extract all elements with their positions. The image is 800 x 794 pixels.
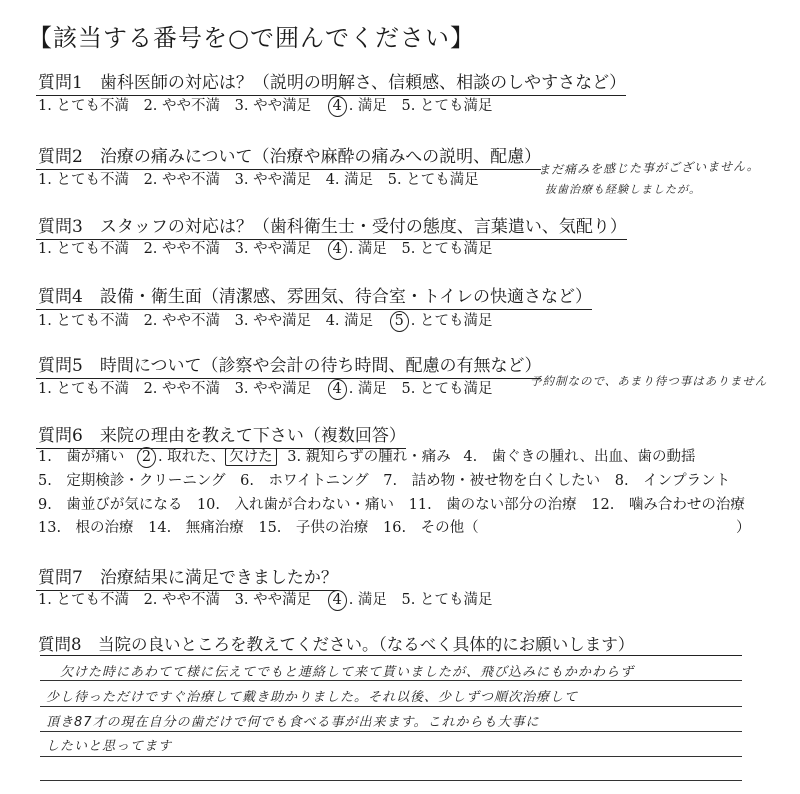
question-2-heading [38,142,541,167]
reason-10[interactable]: 10. 入れ歯が合わない・痛い [196,497,395,513]
q8-answer-line-1: 欠けた時にあわてて様に伝えてでもと連絡して来て貰いましたが、飛び込みにもかかわらず [60,665,635,680]
option-5[interactable]: 5 . とても満足 [388,309,493,332]
selected-circle: 5 [390,311,409,332]
reason-1[interactable]: 1. 歯が痛い [38,449,125,465]
reason-12[interactable]: 12. 噛み合わせの治療 [591,497,745,513]
selected-circle: 4 [328,239,347,260]
selected-circle: 4 [328,379,347,400]
option-1[interactable]: 1. とても不満 [38,381,129,397]
q8-answer-line-3: 頂き87才の現在自分の歯だけで何でも食べる事が出来ます。これからも大事に [46,715,540,730]
page-title: 【該当する番号を○で囲んでください】 [28,24,475,52]
reason-9[interactable]: 9. 歯並びが気になる [38,497,183,513]
question-5-text: 質問5 時間について（診察や会計の待ち時間、配慮の有無など） [38,356,542,376]
reason-13[interactable]: 13. 根の治療 [38,520,134,536]
answer-line-1 [40,680,742,681]
question-6-text: 質問6 来院の理由を教えて下さい（複数回答） [38,426,406,446]
handwritten-box-kaketa: 欠けた [225,448,277,466]
reason-6[interactable]: 6. ホワイトニング [240,473,369,489]
selected-circle[interactable]: 2 [137,447,156,468]
question-2-options [38,168,489,189]
option-2[interactable]: 2. やや不満 [143,592,221,608]
question-4-heading [38,282,592,307]
option-4[interactable]: 4 . 満足 [326,588,387,611]
option-5[interactable]: 5. とても満足 [401,241,493,257]
option-1[interactable]: 1. とても不満 [38,98,129,114]
question-2-text: 質問2 治療の痛みについて（治療や麻酔の痛みへの説明、配慮） [38,147,542,167]
option-2[interactable]: 2. やや不満 [143,98,221,114]
option-1[interactable]: 1. とても不満 [38,241,129,257]
option-2[interactable]: 2. やや不満 [143,241,221,257]
option-4[interactable]: 4. 満足 [325,172,374,188]
reason-3[interactable]: 3. 親知らずの腫れ・痛み [287,449,451,465]
option-4[interactable]: 4 . 満足 [326,377,387,400]
q2-handwritten-comment-1: まだ痛みを感じた事がございません。 [537,159,760,177]
question-6-heading [38,421,406,446]
question-8-heading [38,631,634,655]
option-1[interactable]: 1. とても不満 [38,313,129,329]
question-5-heading [38,351,541,376]
question-7-heading [38,563,338,588]
question-6-row-1 [38,445,696,468]
reason-8[interactable]: 8. インプラント [614,473,731,489]
reason-11[interactable]: 11. 歯のない部分の治療 [408,497,577,513]
option-5[interactable]: 5. とても満足 [401,98,493,114]
question-4-options [38,309,502,332]
question-1-options [38,94,502,117]
option-1[interactable]: 1. とても不満 [38,592,129,608]
reason-16-other[interactable]: 16. その他（ [383,520,479,536]
selected-circle: 4 [328,96,347,117]
answer-line-2 [40,706,742,707]
reason-7[interactable]: 7. 詰め物・被せ物を白くしたい [383,473,601,489]
option-3[interactable]: 3. やや満足 [234,313,312,329]
option-2[interactable]: 2. やや不満 [143,313,221,329]
answer-box-top [40,655,742,656]
option-1[interactable]: 1. とても不満 [38,172,129,188]
question-6-row-2 [38,469,730,490]
q8-answer-line-2: 少し待っただけですぐ治療して戴き助かりました。それ以後、少しずつ順次治療して [46,690,579,705]
question-3-options [38,237,502,260]
option-4[interactable]: 4 . 満足 [326,237,387,260]
question-7-options [38,588,502,611]
option-3[interactable]: 3. やや満足 [234,241,312,257]
option-4[interactable]: 4. 満足 [325,313,374,329]
reason-2[interactable]: . 取れた、 [157,449,226,465]
reason-14[interactable]: 14. 無痛治療 [148,520,244,536]
question-1-heading [38,68,626,93]
option-2[interactable]: 2. やや不満 [143,381,221,397]
option-5[interactable]: 5. とても満足 [401,381,493,397]
option-5[interactable]: 5. とても満足 [401,592,493,608]
question-3-text: 質問3 スタッフの対応は？（歯科衛生士・受付の態度、言葉遣い、気配り） [38,217,627,237]
option-3[interactable]: 3. やや満足 [234,381,312,397]
question-6-row-3 [38,493,745,514]
answer-line-5 [40,780,742,781]
selected-circle: 4 [328,590,347,611]
other-close-paren: ） [736,520,751,536]
option-4[interactable]: 4 . 満足 [326,94,387,117]
question-7-text: 質問7 治療結果に満足できましたか？ [38,568,338,588]
answer-line-3 [40,731,742,732]
reason-5[interactable]: 5. 定期検診・クリーニング [38,473,226,489]
question-3-heading [38,212,627,237]
reason-4[interactable]: 4. 歯ぐきの腫れ、出血、歯の動揺 [463,449,696,465]
question-5-options [38,377,502,400]
q8-answer-line-4: したいと思ってます [46,739,173,754]
question-8-text: 質問8 当院の良いところを教えてください。（なるべく具体的にお願いします） [38,635,635,654]
reason-15[interactable]: 15. 子供の治療 [258,520,369,536]
option-3[interactable]: 3. やや満足 [234,592,312,608]
question-4-text: 質問4 設備・衛生面（清潔感、雰囲気、待合室・トイレの快適さなど） [38,287,592,307]
question-1-text: 質問1 歯科医師の対応は？（説明の明解さ、信頼感、相談のしやすさなど） [38,73,627,93]
answer-line-4 [40,756,742,757]
option-3[interactable]: 3. やや満足 [234,172,312,188]
option-2[interactable]: 2. やや不満 [143,172,221,188]
question-6-row-4 [38,516,751,537]
option-3[interactable]: 3. やや満足 [234,98,312,114]
q5-handwritten-comment: 予約制なので、あまり待つ事はありません [530,374,768,388]
option-5[interactable]: 5. とても満足 [387,172,479,188]
q2-handwritten-comment-2: 抜歯治療も経験しましたが。 [545,183,701,196]
